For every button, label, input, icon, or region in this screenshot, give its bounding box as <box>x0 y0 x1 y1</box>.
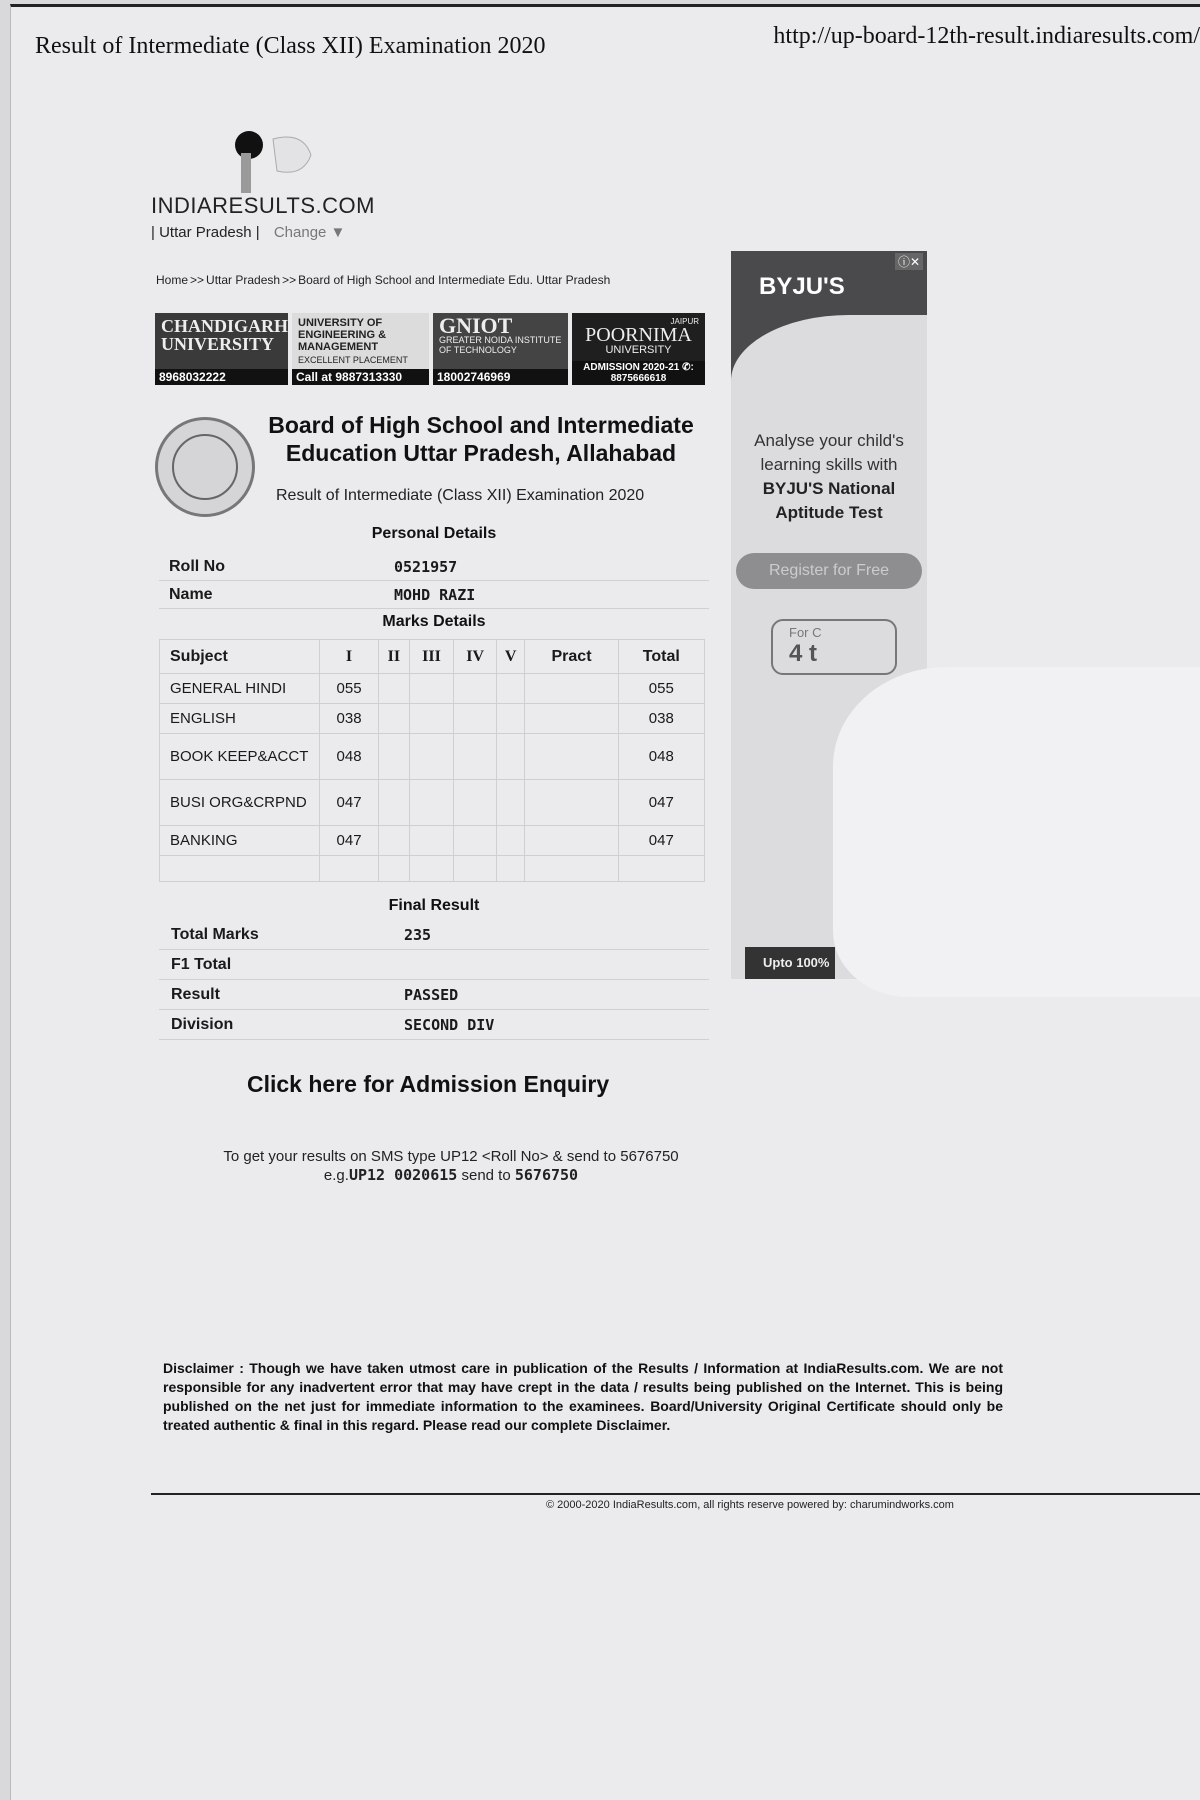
sms-example-mid: send to <box>461 1167 511 1184</box>
final-result-heading: Final Result <box>388 897 480 914</box>
table-row-empty <box>160 856 705 882</box>
ad-badge: JAIPUR <box>670 317 699 326</box>
name-value: MOHD RAZI <box>394 585 476 604</box>
col-practical: Pract <box>525 640 618 674</box>
division-value: SECOND DIV <box>404 1015 495 1034</box>
pill-big-text: 4 t <box>789 640 818 667</box>
ad-subtitle: UNIVERSITY <box>605 344 672 356</box>
site-logo-text[interactable]: INDIARESULTS.COM <box>151 193 375 218</box>
ad-phone: 18002746969 <box>433 369 568 385</box>
total-marks: 048 <box>618 734 704 780</box>
print-header-title: Result of Intermediate (Class XII) Examination 2020 <box>35 33 546 59</box>
result-panel <box>159 515 709 1040</box>
printed-page <box>10 4 1200 1800</box>
breadcrumb-separator: >> <box>190 273 205 287</box>
sms-instructions <box>171 1147 731 1185</box>
total-marks: 047 <box>618 826 704 856</box>
ad-gniot[interactable] <box>433 313 568 385</box>
table-row <box>160 674 705 704</box>
col-paper-5: V <box>496 640 525 674</box>
f1-total-label: F1 Total <box>171 955 232 973</box>
subject-name: ENGLISH <box>160 704 320 734</box>
breadcrumb-board[interactable]: Board of High School and Intermediate Edu. Uttar Pradesh <box>298 273 611 287</box>
table-row <box>160 780 705 826</box>
breadcrumb <box>156 273 612 287</box>
result-label: Result <box>171 985 220 1003</box>
name-label: Name <box>169 585 213 603</box>
total-marks-value: 235 <box>404 925 432 944</box>
ad-subtitle: EXCELLENT PLACEMENT <box>298 355 408 365</box>
region-label: | Uttar Pradesh | <box>151 224 260 241</box>
sms-example <box>171 1166 731 1185</box>
ad-title: GNIOT <box>439 313 513 338</box>
ad-subtitle: GREATER NOIDA INSTITUTE OF TECHNOLOGY <box>439 335 562 355</box>
col-paper-3: III <box>409 640 454 674</box>
register-button[interactable]: Register for Free <box>736 553 922 589</box>
byjus-logo: BYJU'S <box>759 273 845 300</box>
sms-line: To get your results on SMS type UP12 <Roll No> & send to 5676750 <box>223 1148 679 1165</box>
side-ad-header <box>731 251 927 385</box>
division-row <box>159 1010 709 1040</box>
sms-example-number: 5676750 <box>514 1166 579 1184</box>
disclaimer-text: Disclaimer : Though we have taken utmost care in publication of the Results / Information at IndiaResults.com. We are not responsible for any inadvertent error that may have crept in the data / results being published on the Internet. This is being published on the net just for immediate information to the examinees. Board/University Original Certificate should only be treated authentic & final in this regard. Please read our complete Disclaimer. <box>163 1360 1003 1433</box>
ad-uem[interactable] <box>292 313 429 385</box>
region-selector <box>151 224 345 241</box>
breadcrumb-home[interactable]: Home <box>156 273 189 287</box>
ad-close-icon[interactable]: ⓘ✕ <box>895 253 923 270</box>
subject-name: BANKING <box>160 826 320 856</box>
table-row <box>160 704 705 734</box>
print-header-url: http://up-board-12th-result.indiaresults.com/ <box>773 23 1200 49</box>
f1-total-row <box>159 950 709 980</box>
paper-1-marks: 055 <box>320 674 379 704</box>
copyright-text: © 2000-2020 IndiaResults.com, all rights reserve powered by: charumindworks.com <box>546 1499 954 1511</box>
roll-label: Roll No <box>169 557 225 575</box>
name-row <box>159 581 709 609</box>
personal-details-heading: Personal Details <box>371 525 497 542</box>
marks-details-heading: Marks Details <box>382 613 486 630</box>
col-paper-1: I <box>320 640 379 674</box>
col-paper-2: II <box>379 640 410 674</box>
admission-enquiry-link[interactable]: Click here for Admission Enquiry <box>247 1071 610 1097</box>
scan-glare <box>833 667 1200 997</box>
sms-example-code: UP12 0020615 <box>348 1166 458 1184</box>
subject-name: BUSI ORG&CRPND <box>160 780 320 826</box>
sms-example-prefix: e.g. <box>323 1167 349 1184</box>
paper-1-marks: 047 <box>320 780 379 826</box>
ad-title: UNIVERSITY OF ENGINEERING & MANAGEMENT <box>298 317 387 353</box>
breadcrumb-state[interactable]: Uttar Pradesh <box>206 273 281 287</box>
table-row <box>160 734 705 780</box>
ad-phone: 8968032222 <box>155 369 288 385</box>
total-marks-row <box>159 920 709 950</box>
ad-poornima[interactable] <box>572 313 705 385</box>
roll-value: 0521957 <box>394 557 458 576</box>
paper-1-marks: 038 <box>320 704 379 734</box>
total-marks: 038 <box>618 704 704 734</box>
col-subject: Subject <box>160 640 320 674</box>
result-row <box>159 980 709 1010</box>
col-paper-4: IV <box>454 640 497 674</box>
result-value: PASSED <box>404 985 459 1004</box>
total-marks-label: Total Marks <box>171 925 259 943</box>
change-region-link[interactable]: Change ▼ <box>273 224 346 241</box>
side-ad-tagline-text: Analyse your child's learning skills with <box>754 431 904 474</box>
division-label: Division <box>171 1015 234 1033</box>
up-board-emblem-icon <box>155 417 255 517</box>
total-marks: 047 <box>618 780 704 826</box>
col-total: Total <box>618 640 704 674</box>
board-title: Board of High School and Intermediate Education Uttar Pradesh, Allahabad <box>268 412 694 466</box>
ad-phone: Call at 9887313330 <box>292 369 429 385</box>
table-row <box>160 826 705 856</box>
breadcrumb-separator: >> <box>282 273 297 287</box>
side-ad-tagline-bold: BYJU'S National Aptitude Test <box>762 479 896 522</box>
side-ad-footer: Upto 100% <box>745 947 835 979</box>
side-ad-tagline <box>731 429 927 525</box>
marks-table <box>159 639 705 882</box>
ad-title: POORNIMA <box>585 324 692 346</box>
indiaresults-logo-icon[interactable] <box>233 127 343 197</box>
ad-title: CHANDIGARH UNIVERSITY <box>161 316 288 354</box>
total-marks: 055 <box>618 674 704 704</box>
roll-row <box>159 553 709 581</box>
ad-phone: ADMISSION 2020-21 ✆: 8875666618 <box>572 361 705 385</box>
subject-name: BOOK KEEP&ACCT <box>160 734 320 780</box>
paper-1-marks: 047 <box>320 826 379 856</box>
subject-name: GENERAL HINDI <box>160 674 320 704</box>
paper-1-marks: 048 <box>320 734 379 780</box>
side-ad-pill <box>771 619 897 675</box>
ad-chandigarh-university[interactable] <box>155 313 288 385</box>
pill-small-text: For C <box>789 625 822 640</box>
exam-title: Result of Intermediate (Class XII) Examination 2020 <box>276 487 645 504</box>
footer-divider <box>151 1493 1200 1495</box>
marks-header-row <box>160 640 705 674</box>
banner-ads <box>155 313 705 385</box>
